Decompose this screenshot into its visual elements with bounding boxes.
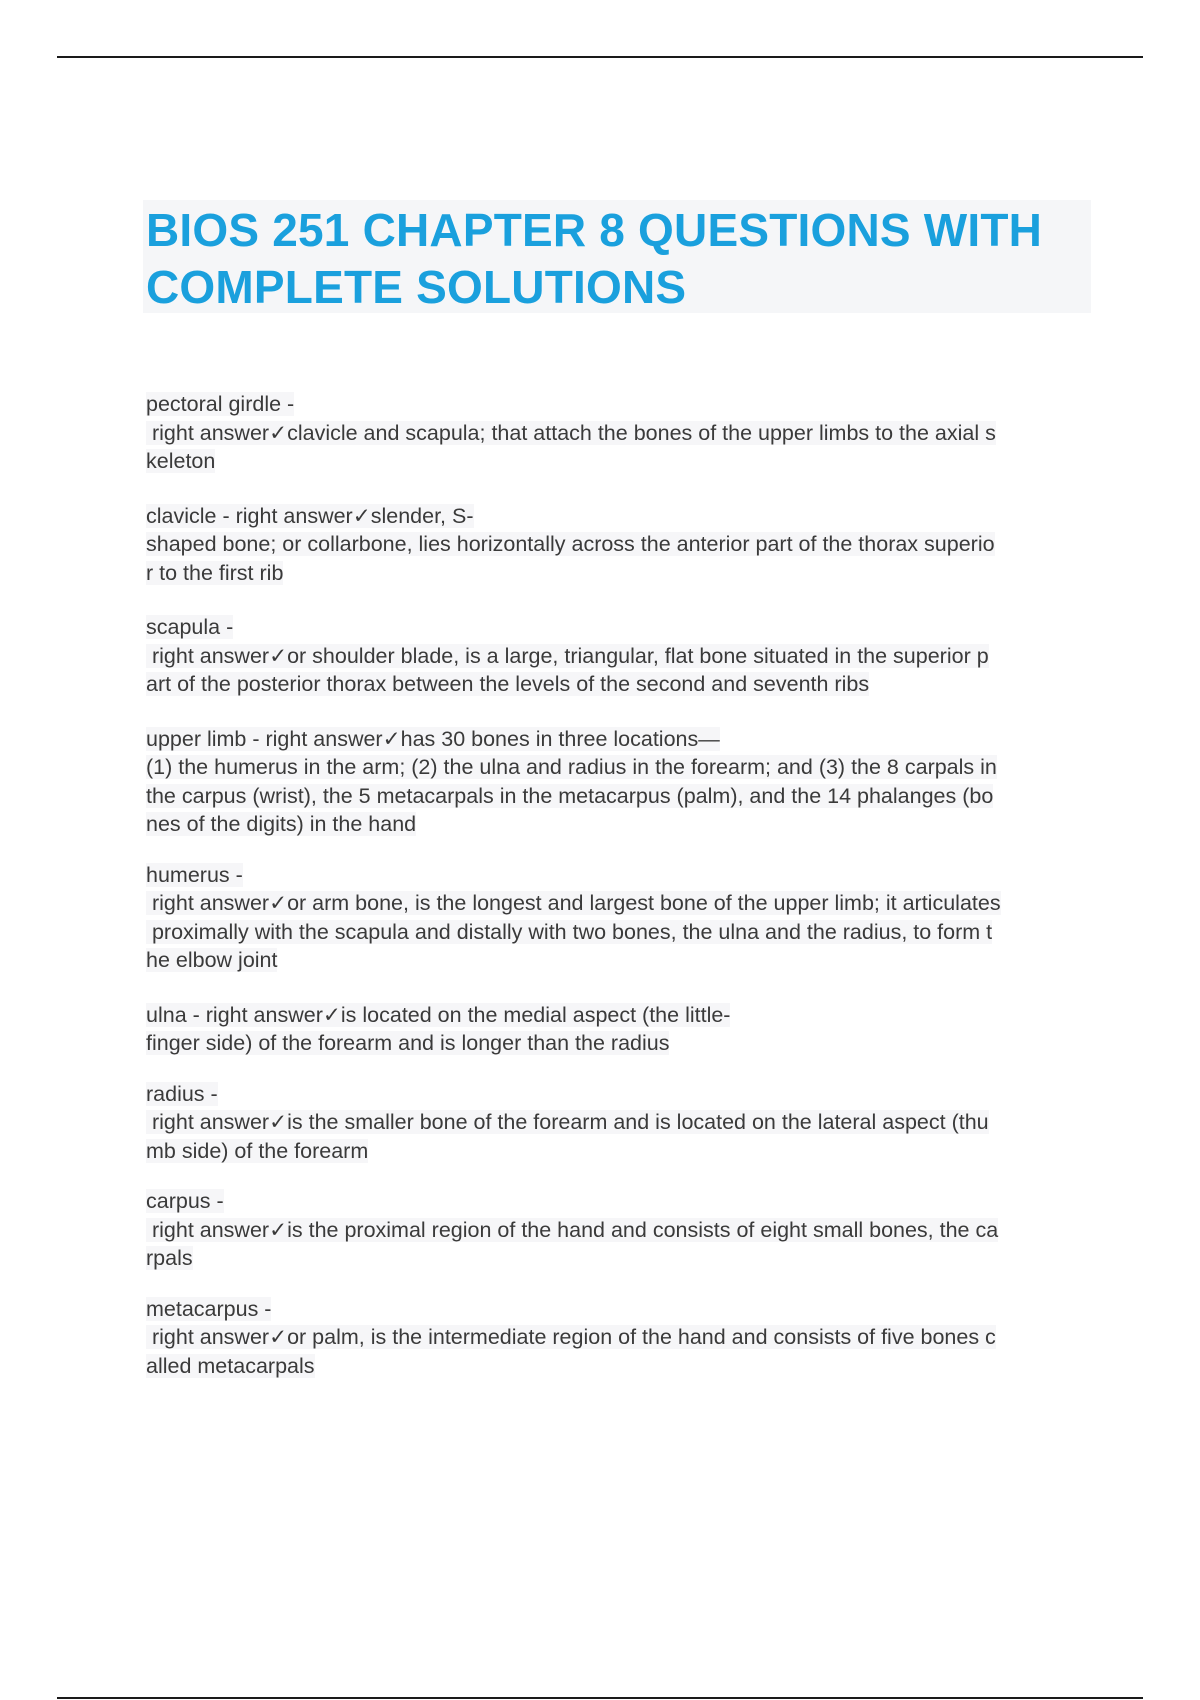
- header-rule: [57, 56, 1143, 58]
- qa-entry: [146, 725, 1096, 839]
- qa-answer-line: [146, 1108, 1096, 1137]
- qa-answer-line: [146, 447, 1096, 476]
- qa-answer-line: [146, 810, 1096, 839]
- qa-line-text: right answer✓is the smaller bone of the forearm and is located on the lateral aspect (thu: [146, 1110, 989, 1134]
- qa-line-text: shaped bone; or collarbone, lies horizontally across the anterior part of the thorax superio: [146, 532, 995, 556]
- qa-term-line: [146, 613, 1096, 642]
- qa-entry: [146, 1080, 1096, 1166]
- title-line: COMPLETE SOLUTIONS: [146, 261, 687, 313]
- qa-line-text: humerus -: [146, 862, 243, 887]
- qa-term-line: [146, 725, 1096, 754]
- qa-entry: [146, 502, 1096, 588]
- qa-line-text: right answer✓or arm bone, is the longest and largest bone of the upper limb; it articulates: [146, 891, 1001, 915]
- qa-answer-line: [146, 419, 1096, 448]
- qa-answer-line: [146, 1323, 1096, 1352]
- qa-line-text: pectoral girdle -: [146, 392, 295, 416]
- qa-answer-line: [146, 1216, 1096, 1245]
- qa-line-text: right answer✓or palm, is the intermediate region of the hand and consists of five bones c: [146, 1325, 996, 1349]
- qa-line-text: (1) the humerus in the arm; (2) the ulna and radius in the forearm; and (3) the 8 carpals in: [146, 755, 997, 779]
- qa-answer-line: [146, 889, 1096, 918]
- qa-line-text: proximally with the scapula and distally with two bones, the ulna and the radius, to form t: [146, 919, 993, 944]
- qa-answer-line: [146, 670, 1096, 699]
- qa-line-text: metacarpus -: [146, 1296, 272, 1321]
- qa-line-text: right answer✓is the proximal region of the hand and consists of eight small bones, the ca: [146, 1217, 999, 1242]
- qa-answer-line: [146, 1029, 1096, 1058]
- qa-answer-line: [146, 1137, 1096, 1166]
- qa-term-line: [146, 1295, 1096, 1324]
- qa-line-text: ulna - right answer✓is located on the medial aspect (the little-: [146, 1002, 731, 1027]
- qa-answer-line: [146, 946, 1096, 975]
- qa-term-line: [146, 390, 1096, 419]
- qa-line-text: carpus -: [146, 1189, 224, 1213]
- qa-line-text: keleton: [146, 449, 216, 473]
- qa-line-text: right answer✓or shoulder blade, is a large, triangular, flat bone situated in the superior p: [146, 643, 989, 668]
- document-title: [146, 202, 1106, 316]
- qa-term-line: [146, 502, 1096, 531]
- qa-answer-line: [146, 1244, 1096, 1273]
- qa-line-text: alled metacarpals: [146, 1353, 315, 1378]
- qa-answer-line: [146, 1352, 1096, 1381]
- qa-line-text: the carpus (wrist), the 5 metacarpals in the metacarpus (palm), and the 14 phalanges (bo: [146, 783, 994, 808]
- qa-line-text: upper limb - right answer✓has 30 bones in three locations—: [146, 726, 720, 751]
- qa-line-text: clavicle - right answer✓slender, S-: [146, 503, 474, 528]
- qa-line-text: mb side) of the forearm: [146, 1138, 369, 1163]
- qa-entry: [146, 1001, 1096, 1058]
- qa-line-text: art of the posterior thorax between the levels of the second and seventh ribs: [146, 672, 870, 696]
- qa-answer-line: [146, 642, 1096, 671]
- qa-term-line: [146, 1080, 1096, 1109]
- qa-term-line: [146, 1001, 1096, 1030]
- qa-line-text: finger side) of the forearm and is longer than the radius: [146, 1031, 670, 1055]
- qa-entry: [146, 1187, 1096, 1273]
- qa-entry: [146, 1295, 1096, 1381]
- qa-answer-line: [146, 530, 1096, 559]
- qa-entry: [146, 613, 1096, 699]
- qa-line-text: radius -: [146, 1081, 218, 1106]
- qa-term-line: [146, 861, 1096, 890]
- qa-entry: [146, 861, 1096, 975]
- qa-line-text: right answer✓clavicle and scapula; that attach the bones of the upper limbs to the axial s: [146, 420, 996, 445]
- qa-answer-line: [146, 782, 1096, 811]
- footer-rule: [57, 1697, 1143, 1699]
- qa-line-text: nes of the digits) in the hand: [146, 812, 417, 836]
- qa-entry: [146, 390, 1096, 476]
- qa-line-text: he elbow joint: [146, 948, 278, 972]
- qa-line-text: scapula -: [146, 615, 234, 639]
- qa-term-line: [146, 1187, 1096, 1216]
- title-line: BIOS 251 CHAPTER 8 QUESTIONS WITH: [146, 204, 1043, 256]
- qa-line-text: rpals: [146, 1246, 193, 1270]
- qa-answer-line: [146, 918, 1096, 947]
- qa-line-text: r to the first rib: [146, 560, 284, 585]
- qa-list: [146, 366, 1096, 1380]
- qa-answer-line: [146, 753, 1096, 782]
- qa-answer-line: [146, 559, 1096, 588]
